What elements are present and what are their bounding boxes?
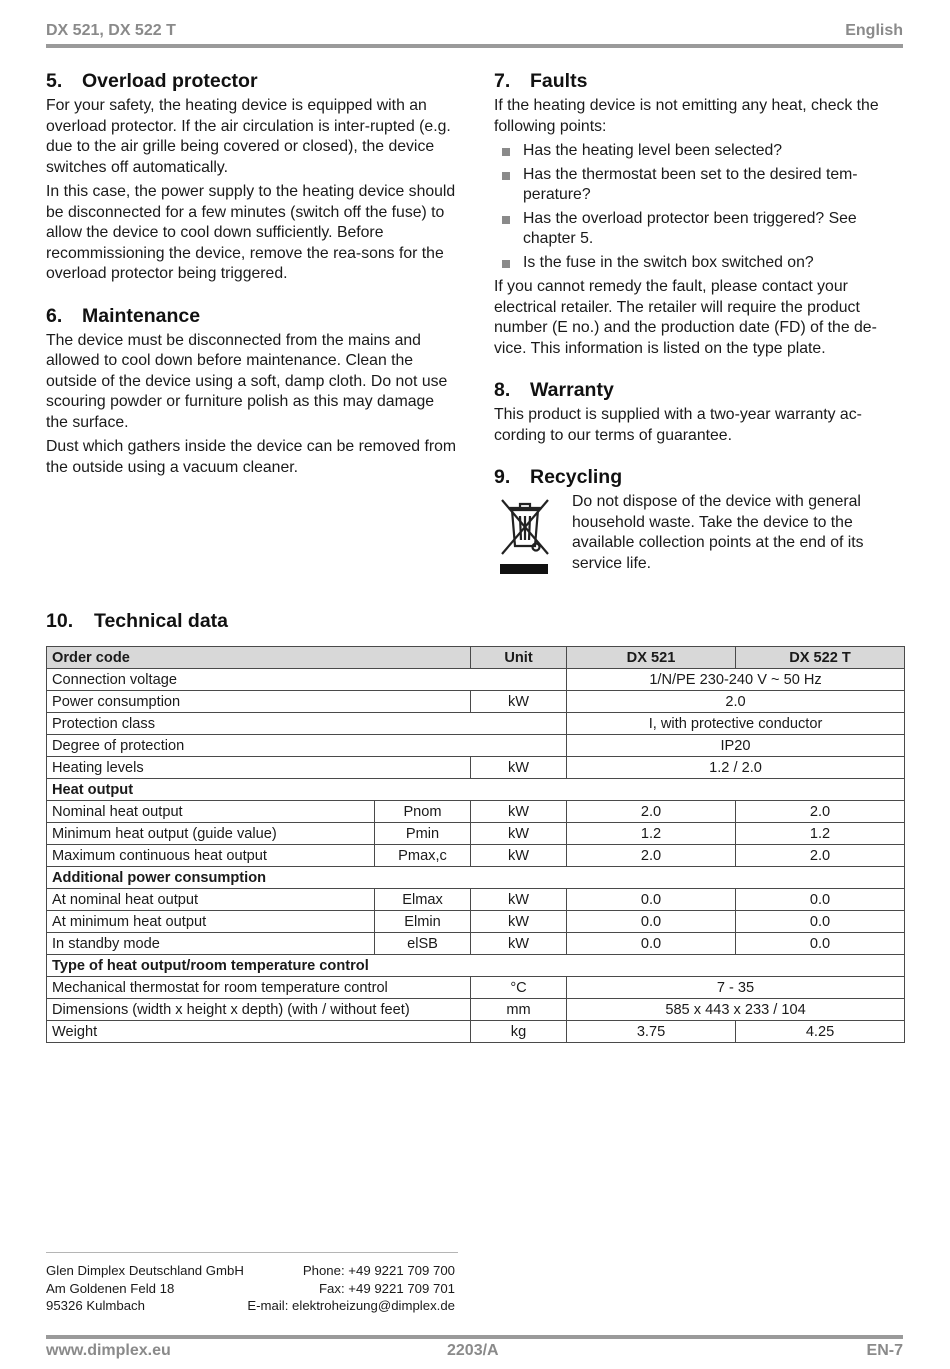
table-row: Weight kg 3.75 4.25: [47, 1021, 905, 1043]
paragraph: For your safety, the heating device is equipped with an overload protector. If the air circulation is inter-rupted (e.g. due to the air grille being covered or closed), the device switches off automatically.: [46, 97, 451, 176]
paragraph: The device must be disconnected from the mains and allowed to cool down before maintenance. Clean the outside of the device using a soft, damp cloth. Do not use scouring powder or furniture polish as this may damage the surface.: [46, 331, 448, 431]
table-row: Mechanical thermostat for room temperature control °C 7 - 35: [47, 977, 905, 999]
left-column: [46, 68, 458, 496]
footer-doc-code: 2203/A: [447, 1342, 499, 1359]
paragraph: If you cannot remedy the fault, please contact your electrical retailer. The retailer will require the product number (E no.) and the production date (FD) of the de-vice. This information is listed on the type plate.: [494, 278, 877, 357]
table-group-row: Type of heat output/room temperature control: [47, 955, 905, 977]
fault-checklist: [494, 141, 904, 273]
section-heading: 9. Recycling: [494, 466, 623, 488]
section-heading: 6. Maintenance: [46, 304, 201, 327]
table-row: Degree of protection IP20: [47, 735, 905, 757]
fax-number: Fax: +49 9221 709 701: [318, 1280, 455, 1296]
footer-website: www.dimplex.eu: [46, 1342, 171, 1359]
company-name: Glen Dimplex Deutschland GmbH: [46, 1263, 244, 1278]
section-warranty: [494, 377, 904, 446]
paragraph: Do not dispose of the device with general household waste. Take the device to the available collection points at the end of its service life.: [572, 493, 864, 572]
header-rule: [46, 44, 903, 48]
table-group-row: Additional power consumption: [47, 867, 905, 889]
table-row: At nominal heat output Elmax kW 0.0 0.0: [47, 889, 905, 911]
section-technical-data: [46, 608, 904, 1043]
table-row: Nominal heat output Pnom kW 2.0 2.0: [47, 801, 905, 823]
contact-block: [46, 1262, 455, 1315]
table-row: Dimensions (width x height x depth) (with / without feet) mm 585 x 443 x 233 / 104: [47, 999, 905, 1021]
paragraph: If the heating device is not emitting any heat, check the following points:: [494, 97, 879, 135]
header-model-title: DX 521, DX 522 T: [46, 22, 176, 39]
paragraph: In this case, the power supply to the heating device should be disconnected for a few minutes (switch off the fuse) to allow the device to cool down sufficiently. Before recommissioning the device, remove the rea-sons for the overload protector being triggered.: [46, 183, 456, 282]
table-header-cell: DX 522 T: [736, 647, 905, 669]
header-language: English: [845, 22, 903, 39]
street-address: Am Goldenen Feld 18: [46, 1280, 175, 1296]
list-item: Has the heating level been selected?: [494, 141, 904, 162]
table-header-cell: Unit: [471, 647, 567, 669]
table-row: Maximum continuous heat output Pmax,c kW 2.0 2.0: [47, 845, 905, 867]
technical-data-table: [46, 646, 905, 1043]
table-row: In standby mode elSB kW 0.0 0.0: [47, 933, 905, 955]
page-footer: [46, 1342, 903, 1362]
email-address: E-mail: elektroheizung@dimplex.de: [247, 1298, 455, 1313]
city-address: 95326 Kulmbach: [46, 1298, 145, 1313]
footer-rule: [46, 1335, 903, 1339]
paragraph: Dust which gathers inside the device can be removed from the outside using a vacuum cleaner.: [46, 438, 457, 476]
table-row: Protection class I, with protective conductor: [47, 713, 905, 735]
page-header: [46, 22, 903, 42]
table-header-cell: DX 521: [567, 647, 736, 669]
table-row: At minimum heat output Elmin kW 0.0 0.0: [47, 911, 905, 933]
contact-rule: [46, 1252, 458, 1253]
section-recycling: [494, 464, 904, 578]
table-header-cell: Order code: [47, 647, 471, 669]
section-maintenance: [46, 303, 458, 479]
crossed-out-wheelie-bin-icon: [498, 496, 554, 574]
footer-page-number: EN-7: [866, 1342, 903, 1359]
section-heading: 10. Technical data: [46, 610, 229, 632]
table-row: Minimum heat output (guide value) Pmin kW 1.2 1.2: [47, 823, 905, 845]
table-row: Power consumption kW 2.0: [47, 691, 905, 713]
table-group-row: Heat output: [47, 779, 905, 801]
section-faults: [494, 68, 904, 359]
section-heading: 7. Faults: [494, 70, 588, 92]
section-heading: 8. Warranty: [494, 379, 614, 401]
paragraph: This product is supplied with a two-year warranty ac-cording to our terms of guarantee.: [494, 406, 862, 444]
section-heading: 5. Overload protector: [46, 70, 258, 92]
table-row: Heating levels kW 1.2 / 2.0: [47, 757, 905, 779]
right-column: [494, 68, 904, 596]
phone-number: Phone: +49 9221 709 700: [302, 1263, 455, 1278]
table-header-row: [47, 647, 905, 669]
list-item: Is the fuse in the switch box switched on?: [494, 253, 904, 274]
table-row: Connection voltage 1/N/PE 230-240 V ~ 50 Hz: [47, 669, 905, 691]
section-overload-protector: [46, 68, 458, 285]
list-item: Has the overload protector been triggered? See chapter 5.: [494, 209, 904, 250]
list-item: Has the thermostat been set to the desired tem-perature?: [494, 165, 904, 206]
